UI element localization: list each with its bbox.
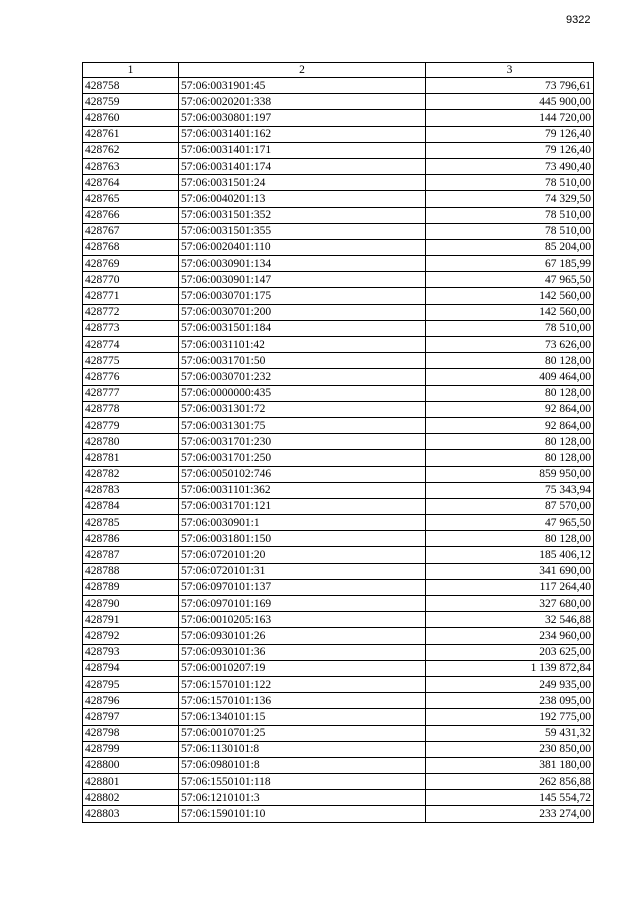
value-cell: 142 560,00 [426, 288, 594, 304]
cadastral-number-cell: 57:06:0031701:230 [179, 434, 426, 450]
table-row [83, 256, 594, 272]
table-row [83, 142, 594, 158]
value-cell: 238 095,00 [426, 693, 594, 709]
value-cell: 233 274,00 [426, 806, 594, 822]
cadastral-number-cell: 57:06:1570101:136 [179, 693, 426, 709]
row-number-cell: 428793 [83, 644, 179, 660]
value-cell: 78 510,00 [426, 207, 594, 223]
row-number-cell: 428803 [83, 806, 179, 822]
row-number-cell: 428766 [83, 207, 179, 223]
cadastral-number-cell: 57:06:1550101:118 [179, 774, 426, 790]
row-number-cell: 428775 [83, 353, 179, 369]
value-cell: 409 464,00 [426, 369, 594, 385]
table-row [83, 515, 594, 531]
value-cell: 185 406,12 [426, 547, 594, 563]
row-number-cell: 428764 [83, 175, 179, 191]
row-number-cell: 428777 [83, 385, 179, 401]
row-number-cell: 428770 [83, 272, 179, 288]
row-number-cell: 428794 [83, 660, 179, 676]
row-number-cell: 428763 [83, 158, 179, 174]
cadastral-number-cell: 57:06:0030801:197 [179, 110, 426, 126]
value-cell: 78 510,00 [426, 223, 594, 239]
value-cell: 144 720,00 [426, 110, 594, 126]
row-number-cell: 428771 [83, 288, 179, 304]
value-cell: 78 510,00 [426, 320, 594, 336]
table-row [83, 337, 594, 353]
table-row [83, 158, 594, 174]
value-cell: 75 343,94 [426, 482, 594, 498]
value-cell: 47 965,50 [426, 272, 594, 288]
cadastral-number-cell: 57:06:0030701:200 [179, 304, 426, 320]
value-cell: 92 864,00 [426, 417, 594, 433]
cadastral-number-cell: 57:06:0020201:338 [179, 94, 426, 110]
value-cell: 203 625,00 [426, 644, 594, 660]
table-row [83, 304, 594, 320]
table-row [83, 207, 594, 223]
cadastral-number-cell: 57:06:0030701:232 [179, 369, 426, 385]
table-row [83, 94, 594, 110]
row-number-cell: 428785 [83, 515, 179, 531]
cadastral-number-cell: 57:06:0930101:36 [179, 644, 426, 660]
row-number-cell: 428796 [83, 693, 179, 709]
table-row [83, 757, 594, 773]
value-cell: 85 204,00 [426, 239, 594, 255]
cadastral-number-cell: 57:06:0031901:45 [179, 78, 426, 94]
table-row [83, 660, 594, 676]
row-number-cell: 428779 [83, 417, 179, 433]
row-number-cell: 428772 [83, 304, 179, 320]
value-cell: 249 935,00 [426, 676, 594, 692]
table-row [83, 579, 594, 595]
row-number-cell: 428797 [83, 709, 179, 725]
table-row [83, 288, 594, 304]
cadastral-number-cell: 57:06:0030701:175 [179, 288, 426, 304]
cadastral-number-cell: 57:06:0010205:163 [179, 612, 426, 628]
cadastral-number-cell: 57:06:0970101:137 [179, 579, 426, 595]
value-cell: 145 554,72 [426, 790, 594, 806]
value-cell: 80 128,00 [426, 385, 594, 401]
value-cell: 262 856,88 [426, 774, 594, 790]
row-number-cell: 428787 [83, 547, 179, 563]
value-cell: 73 490,40 [426, 158, 594, 174]
cadastral-number-cell: 57:06:0031301:72 [179, 401, 426, 417]
value-cell: 341 690,00 [426, 563, 594, 579]
table-row [83, 563, 594, 579]
row-number-cell: 428791 [83, 612, 179, 628]
row-number-cell: 428773 [83, 320, 179, 336]
value-cell: 327 680,00 [426, 596, 594, 612]
cadastral-number-cell: 57:06:0031801:150 [179, 531, 426, 547]
cadastral-number-cell: 57:06:0031301:75 [179, 417, 426, 433]
row-number-cell: 428801 [83, 774, 179, 790]
table-row [83, 612, 594, 628]
row-number-cell: 428783 [83, 482, 179, 498]
value-cell: 80 128,00 [426, 531, 594, 547]
table-row [83, 191, 594, 207]
table-row [83, 806, 594, 822]
row-number-cell: 428758 [83, 78, 179, 94]
table-row [83, 498, 594, 514]
value-cell: 59 431,32 [426, 725, 594, 741]
row-number-cell: 428789 [83, 579, 179, 595]
value-cell: 230 850,00 [426, 741, 594, 757]
column-header-1: 1 [83, 63, 179, 78]
cadastral-number-cell: 57:06:0031501:352 [179, 207, 426, 223]
table-row [83, 531, 594, 547]
table-row [83, 353, 594, 369]
row-number-cell: 428780 [83, 434, 179, 450]
table-row [83, 78, 594, 94]
row-number-cell: 428799 [83, 741, 179, 757]
table-row [83, 223, 594, 239]
value-cell: 32 546,88 [426, 612, 594, 628]
page-number: 9322 [566, 14, 591, 26]
value-cell: 73 796,61 [426, 78, 594, 94]
row-number-cell: 428792 [83, 628, 179, 644]
value-cell: 1 139 872,84 [426, 660, 594, 676]
table-row [83, 401, 594, 417]
cadastral-number-cell: 57:06:0010701:25 [179, 725, 426, 741]
value-cell: 67 185,99 [426, 256, 594, 272]
row-number-cell: 428800 [83, 757, 179, 773]
value-cell: 381 180,00 [426, 757, 594, 773]
table-row [83, 272, 594, 288]
cadastral-number-cell: 57:06:0031401:174 [179, 158, 426, 174]
table-row [83, 693, 594, 709]
row-number-cell: 428784 [83, 498, 179, 514]
table-row [83, 239, 594, 255]
cadastral-number-cell: 57:06:0031701:121 [179, 498, 426, 514]
row-number-cell: 428762 [83, 142, 179, 158]
row-number-cell: 428790 [83, 596, 179, 612]
table-row [83, 709, 594, 725]
row-number-cell: 428802 [83, 790, 179, 806]
value-cell: 47 965,50 [426, 515, 594, 531]
value-cell: 80 128,00 [426, 434, 594, 450]
row-number-cell: 428795 [83, 676, 179, 692]
table-row [83, 320, 594, 336]
cadastral-number-cell: 57:06:0031701:250 [179, 450, 426, 466]
value-cell: 142 560,00 [426, 304, 594, 320]
row-number-cell: 428776 [83, 369, 179, 385]
cadastral-number-cell: 57:06:0031701:50 [179, 353, 426, 369]
table-row [83, 790, 594, 806]
row-number-cell: 428798 [83, 725, 179, 741]
cadastral-number-cell: 57:06:1130101:8 [179, 741, 426, 757]
value-cell: 80 128,00 [426, 450, 594, 466]
value-cell: 73 626,00 [426, 337, 594, 353]
value-cell: 74 329,50 [426, 191, 594, 207]
cadastral-number-cell: 57:06:0020401:110 [179, 239, 426, 255]
value-cell: 78 510,00 [426, 175, 594, 191]
cadastral-number-cell: 57:06:0031401:171 [179, 142, 426, 158]
value-cell: 79 126,40 [426, 126, 594, 142]
row-number-cell: 428769 [83, 256, 179, 272]
row-number-cell: 428788 [83, 563, 179, 579]
value-cell: 87 570,00 [426, 498, 594, 514]
cadastral-number-cell: 57:06:0980101:8 [179, 757, 426, 773]
table-row [83, 110, 594, 126]
cadastral-number-cell: 57:06:0031501:184 [179, 320, 426, 336]
cadastral-number-cell: 57:06:0030901:1 [179, 515, 426, 531]
cadastral-number-cell: 57:06:0720101:20 [179, 547, 426, 563]
cadastral-number-cell: 57:06:1210101:3 [179, 790, 426, 806]
table-row [83, 434, 594, 450]
table-row [83, 466, 594, 482]
registry-table [82, 62, 594, 823]
cadastral-number-cell: 57:06:0031401:162 [179, 126, 426, 142]
table-row [83, 385, 594, 401]
cadastral-number-cell: 57:06:1340101:15 [179, 709, 426, 725]
table-row [83, 450, 594, 466]
row-number-cell: 428760 [83, 110, 179, 126]
value-cell: 234 960,00 [426, 628, 594, 644]
table-row [83, 126, 594, 142]
table-row [83, 417, 594, 433]
value-cell: 445 900,00 [426, 94, 594, 110]
row-number-cell: 428786 [83, 531, 179, 547]
cadastral-number-cell: 57:06:0031101:362 [179, 482, 426, 498]
cadastral-number-cell: 57:06:0000000:435 [179, 385, 426, 401]
cadastral-number-cell: 57:06:0031501:24 [179, 175, 426, 191]
value-cell: 859 950,00 [426, 466, 594, 482]
cadastral-number-cell: 57:06:0030901:147 [179, 272, 426, 288]
value-cell: 79 126,40 [426, 142, 594, 158]
table-body [83, 78, 594, 823]
table-row [83, 628, 594, 644]
cadastral-number-cell: 57:06:0030901:134 [179, 256, 426, 272]
row-number-cell: 428761 [83, 126, 179, 142]
cadastral-number-cell: 57:06:0031101:42 [179, 337, 426, 353]
table-row [83, 175, 594, 191]
row-number-cell: 428774 [83, 337, 179, 353]
row-number-cell: 428768 [83, 239, 179, 255]
table-row [83, 482, 594, 498]
table-row [83, 676, 594, 692]
cadastral-number-cell: 57:06:0930101:26 [179, 628, 426, 644]
value-cell: 80 128,00 [426, 353, 594, 369]
cadastral-number-cell: 57:06:0040201:13 [179, 191, 426, 207]
value-cell: 92 864,00 [426, 401, 594, 417]
column-header-2: 2 [179, 63, 426, 78]
table-row [83, 741, 594, 757]
cadastral-number-cell: 57:06:0970101:169 [179, 596, 426, 612]
cadastral-number-cell: 57:06:0031501:355 [179, 223, 426, 239]
table-header-row [83, 63, 594, 78]
table-row [83, 547, 594, 563]
cadastral-number-cell: 57:06:1570101:122 [179, 676, 426, 692]
row-number-cell: 428782 [83, 466, 179, 482]
row-number-cell: 428765 [83, 191, 179, 207]
table-row [83, 725, 594, 741]
cadastral-number-cell: 57:06:0720101:31 [179, 563, 426, 579]
cadastral-number-cell: 57:06:0010207:19 [179, 660, 426, 676]
table-row [83, 596, 594, 612]
row-number-cell: 428759 [83, 94, 179, 110]
table-row [83, 644, 594, 660]
value-cell: 192 775,00 [426, 709, 594, 725]
row-number-cell: 428767 [83, 223, 179, 239]
row-number-cell: 428781 [83, 450, 179, 466]
cadastral-number-cell: 57:06:1590101:10 [179, 806, 426, 822]
table-row [83, 369, 594, 385]
row-number-cell: 428778 [83, 401, 179, 417]
column-header-3: 3 [426, 63, 594, 78]
value-cell: 117 264,40 [426, 579, 594, 595]
cadastral-number-cell: 57:06:0050102:746 [179, 466, 426, 482]
table-row [83, 774, 594, 790]
